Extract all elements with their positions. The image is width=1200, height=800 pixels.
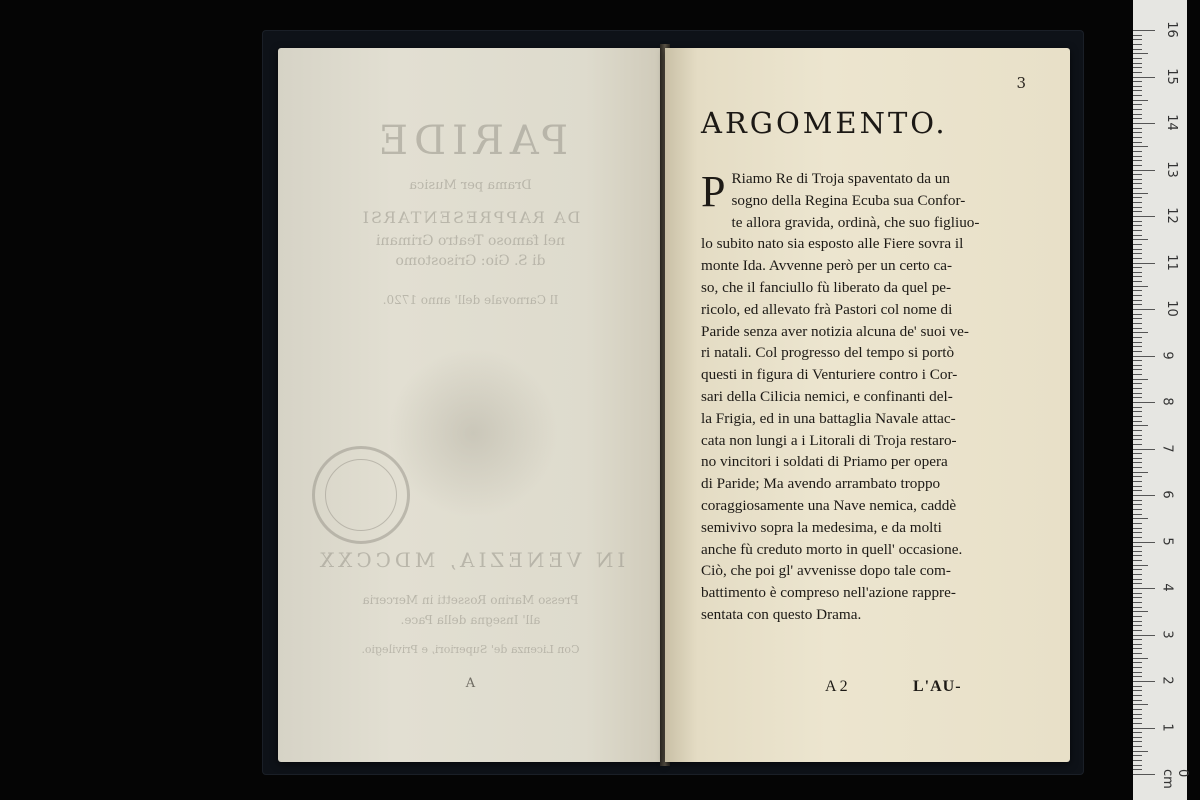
text-line: no vincitori i soldati di Priamo per opera [701, 453, 948, 471]
argument-text [701, 168, 1021, 626]
ruler-minor-tick [1133, 346, 1142, 347]
ghost-line: DA RAPPRESENTARSI [360, 208, 581, 227]
ruler-minor-tick [1133, 197, 1142, 198]
ruler-minor-tick [1133, 53, 1148, 54]
text-line: ri natali. Col progresso del tempo si portò [701, 344, 955, 362]
ghost-line: nel famoso Teatro Grimani [375, 233, 566, 249]
ruler-minor-tick [1133, 230, 1142, 231]
ruler-label: 0 cm [1160, 769, 1190, 789]
ruler-minor-tick [1133, 714, 1142, 715]
ruler-major-tick [1133, 216, 1155, 217]
ruler-minor-tick [1133, 160, 1142, 161]
ruler-label: 4 [1159, 583, 1175, 592]
ruler-minor-tick [1133, 179, 1142, 180]
ruler-label: 2 [1159, 676, 1175, 685]
ruler-minor-tick [1133, 249, 1142, 250]
ruler-major-tick [1133, 402, 1155, 403]
ruler-major-tick [1133, 588, 1155, 589]
ruler-minor-tick [1133, 281, 1142, 282]
text-line: ricolo, ed allevato frà Pastori col nome di [701, 300, 953, 318]
text-line: monte Ida. Avvenne però per un certo ca- [701, 257, 953, 275]
ruler-minor-tick [1133, 653, 1142, 654]
text-line: coraggiosamente una Nave nemica, caddè [701, 496, 957, 514]
ruler-minor-tick [1133, 695, 1142, 696]
ruler-minor-tick [1133, 672, 1142, 673]
ruler-major-tick [1133, 30, 1155, 31]
ruler-minor-tick [1133, 751, 1148, 752]
ghost-line: PARIDE [372, 118, 569, 164]
ruler-minor-tick [1133, 411, 1142, 412]
ruler-minor-tick [1133, 188, 1142, 189]
ruler-major-tick [1133, 681, 1155, 682]
ruler-minor-tick [1133, 430, 1142, 431]
ruler-minor-tick [1133, 509, 1142, 510]
ruler-minor-tick [1133, 114, 1142, 115]
ruler-minor-tick [1133, 337, 1142, 338]
ruler-minor-tick [1133, 165, 1142, 166]
ruler-minor-tick [1133, 472, 1148, 473]
text-line: te allora gravida, ordinà, che suo figliuo- [731, 213, 980, 231]
ruler-minor-tick [1133, 239, 1148, 240]
ruler-minor-tick [1133, 621, 1142, 622]
ruler-label: 16 [1163, 21, 1179, 38]
ruler-minor-tick [1133, 276, 1142, 277]
ruler-minor-tick [1133, 49, 1142, 50]
ruler-minor-tick [1133, 476, 1142, 477]
ruler-major-tick [1133, 728, 1155, 729]
measuring-ruler [1133, 0, 1190, 800]
ruler-minor-tick [1133, 369, 1142, 370]
ruler-minor-tick [1133, 207, 1142, 208]
ruler-minor-tick [1133, 732, 1142, 733]
ruler-minor-tick [1133, 58, 1142, 59]
ruler-minor-tick [1133, 72, 1142, 73]
ruler-minor-tick [1133, 648, 1142, 649]
ruler-minor-tick [1133, 63, 1142, 64]
ruler-minor-tick [1133, 607, 1142, 608]
ruler-label: 8 [1159, 397, 1175, 406]
ruler-minor-tick [1133, 723, 1142, 724]
ruler-minor-tick [1133, 374, 1142, 375]
ruler-minor-tick [1133, 746, 1142, 747]
ruler-minor-tick [1133, 639, 1142, 640]
ruler-minor-tick [1133, 342, 1142, 343]
ruler-minor-tick [1133, 569, 1142, 570]
text-line: sari della Cilicia nemici, e confinanti del- [701, 387, 953, 405]
ruler-minor-tick [1133, 383, 1142, 384]
ruler-minor-tick [1133, 481, 1142, 482]
ruler-minor-tick [1133, 295, 1142, 296]
ruler-minor-tick [1133, 532, 1142, 533]
ruler-minor-tick [1133, 518, 1148, 519]
ruler-minor-tick [1133, 704, 1148, 705]
left-page [278, 48, 663, 762]
text-line: Ciò, che poi gl' avvenisse dopo tale com- [701, 562, 951, 580]
ghost-line: Drama per Musica [409, 178, 532, 193]
ruler-minor-tick [1133, 602, 1142, 603]
ghost-line: Il Carnovale dell' anno 1720. [382, 293, 559, 307]
ruler-minor-tick [1133, 351, 1142, 352]
ruler-major-tick [1133, 77, 1155, 78]
ruler-minor-tick [1133, 616, 1142, 617]
ruler-minor-tick [1133, 486, 1142, 487]
ruler-minor-tick [1133, 332, 1148, 333]
ruler-minor-tick [1133, 104, 1142, 105]
ruler-minor-tick [1133, 258, 1142, 259]
page-number: 3 [1016, 74, 1026, 92]
text-line: lo subito nato sia esposto alle Fiere sovra il [701, 235, 964, 253]
ruler-minor-tick [1133, 244, 1142, 245]
ruler-minor-tick [1133, 225, 1142, 226]
ruler-minor-tick [1133, 644, 1142, 645]
ruler-minor-tick [1133, 360, 1142, 361]
library-stamp [312, 446, 410, 544]
ruler-minor-tick [1133, 765, 1142, 766]
ruler-minor-tick [1133, 39, 1142, 40]
ruler-minor-tick [1133, 137, 1142, 138]
left-signature-mark: A [465, 676, 476, 691]
text-line: questi in figura di Venturiere contro i Cor- [701, 366, 958, 384]
ruler-minor-tick [1133, 151, 1142, 152]
ruler-minor-tick [1133, 425, 1148, 426]
ruler-minor-tick [1133, 128, 1142, 129]
text-line: anche fù creduto morto in quell' occasione. [701, 540, 963, 558]
ruler-major-tick [1133, 635, 1155, 636]
ruler-major-tick [1133, 170, 1155, 171]
ruler-minor-tick [1133, 718, 1142, 719]
ruler-minor-tick [1133, 267, 1142, 268]
ruler-minor-tick [1133, 211, 1142, 212]
page-heading: ARGOMENTO. [701, 106, 948, 140]
ruler-minor-tick [1133, 146, 1148, 147]
ruler-minor-tick [1133, 109, 1142, 110]
ruler-minor-tick [1133, 95, 1142, 96]
ruler-major-tick [1133, 123, 1155, 124]
ruler-minor-tick [1133, 625, 1142, 626]
right-page [665, 48, 1070, 762]
ruler-major-tick [1133, 356, 1155, 357]
ruler-label: 12 [1163, 207, 1179, 224]
ruler-minor-tick [1133, 416, 1142, 417]
ruler-minor-tick [1133, 574, 1142, 575]
ruler-minor-tick [1133, 458, 1142, 459]
ruler-minor-tick [1133, 435, 1142, 436]
ruler-minor-tick [1133, 35, 1142, 36]
ruler-minor-tick [1133, 439, 1142, 440]
ruler-label: 11 [1163, 253, 1179, 271]
ghost-line: IN VENEZIA, MDCCXX [315, 548, 626, 572]
ruler-minor-tick [1133, 132, 1142, 133]
ruler-minor-tick [1133, 67, 1142, 68]
ruler-minor-tick [1133, 583, 1142, 584]
ruler-minor-tick [1133, 253, 1142, 254]
ruler-minor-tick [1133, 365, 1142, 366]
ghost-line: Presso Marino Rossetti in Merceria [362, 593, 579, 607]
ruler-minor-tick [1133, 453, 1142, 454]
ruler-minor-tick [1133, 407, 1142, 408]
ghost-line: di S. Gio: Grisostomo [395, 253, 546, 269]
text-line: semivivo sopra la medesima, e da molti [701, 518, 942, 536]
ghost-line: all' Insegna della Pace. [400, 613, 541, 627]
ruler-minor-tick [1133, 462, 1142, 463]
ruler-minor-tick [1133, 741, 1142, 742]
ruler-minor-tick [1133, 593, 1142, 594]
ruler-minor-tick [1133, 690, 1142, 691]
ruler-minor-tick [1133, 314, 1142, 315]
ruler-minor-tick [1133, 193, 1148, 194]
ruler-label: 13 [1163, 160, 1179, 178]
ruler-minor-tick [1133, 142, 1142, 143]
ruler-minor-tick [1133, 537, 1142, 538]
ruler-label: 1 [1159, 722, 1175, 732]
text-line: so, che il fanciullo fù liberato da quel pe- [701, 278, 952, 296]
ruler-minor-tick [1133, 118, 1142, 119]
ghost-emblem [388, 348, 558, 518]
ruler-minor-tick [1133, 523, 1142, 524]
text-line: sogno della Regina Ecuba sua Confor- [731, 191, 966, 209]
ruler-minor-tick [1133, 202, 1142, 203]
ruler-minor-tick [1133, 156, 1142, 157]
ruler-minor-tick [1133, 528, 1142, 529]
ruler-minor-tick [1133, 183, 1142, 184]
ruler-minor-tick [1133, 709, 1142, 710]
ruler-minor-tick [1133, 662, 1142, 663]
ruler-minor-tick [1133, 755, 1142, 756]
ruler-minor-tick [1133, 397, 1142, 398]
ruler-minor-tick [1133, 90, 1142, 91]
ruler-minor-tick [1133, 379, 1148, 380]
ruler-minor-tick [1133, 467, 1142, 468]
text-line: sentata con questo Drama. [701, 605, 862, 623]
ruler-major-tick [1133, 449, 1155, 450]
ruler-minor-tick [1133, 630, 1142, 631]
ruler-minor-tick [1133, 555, 1142, 556]
ruler-minor-tick [1133, 667, 1142, 668]
ruler-minor-tick [1133, 769, 1142, 770]
text-line: Paride senza aver notizia alcuna de' suoi ve- [701, 322, 969, 340]
ruler-label: 10 [1163, 300, 1179, 317]
ruler-minor-tick [1133, 421, 1142, 422]
catchword: L'AU- [913, 678, 962, 695]
ruler-minor-tick [1133, 272, 1142, 273]
ruler-minor-tick [1133, 100, 1148, 101]
signature-mark: A 2 [825, 678, 848, 695]
ruler-label: 14 [1163, 114, 1179, 131]
ruler-minor-tick [1133, 304, 1142, 305]
text-line: la Frigia, ed in una battaglia Navale attac- [701, 409, 956, 427]
ruler-minor-tick [1133, 328, 1142, 329]
ruler-label: 6 [1159, 490, 1175, 499]
ruler-minor-tick [1133, 318, 1142, 319]
ruler-minor-tick [1133, 565, 1148, 566]
ruler-minor-tick [1133, 86, 1142, 87]
ruler-major-tick [1133, 309, 1155, 310]
drop-cap: P [701, 167, 726, 216]
ruler-minor-tick [1133, 597, 1142, 598]
text-line: battimento è compreso nell'azione rappre- [701, 584, 956, 602]
ruler-minor-tick [1133, 504, 1142, 505]
ruler-minor-tick [1133, 560, 1142, 561]
ruler-minor-tick [1133, 393, 1142, 394]
text-line: di Paride; Ma avendo arrambato troppo [701, 475, 941, 493]
ruler-minor-tick [1133, 760, 1142, 761]
ruler-label: 15 [1163, 67, 1179, 85]
ruler-minor-tick [1133, 676, 1142, 677]
ghost-line: Con Licenza de' Superiori, e Privilegio. [361, 643, 580, 656]
ruler-minor-tick [1133, 323, 1142, 324]
ruler-minor-tick [1133, 579, 1142, 580]
ruler-major-tick [1133, 263, 1155, 264]
ruler-minor-tick [1133, 490, 1142, 491]
ruler-major-tick [1133, 495, 1155, 496]
ruler-minor-tick [1133, 286, 1148, 287]
ruler-minor-tick [1133, 737, 1142, 738]
ruler-minor-tick [1133, 221, 1142, 222]
ruler-minor-tick [1133, 388, 1142, 389]
ruler-label: 3 [1159, 629, 1175, 639]
ruler-minor-tick [1133, 658, 1148, 659]
ruler-minor-tick [1133, 174, 1142, 175]
ruler-label: 7 [1159, 443, 1175, 453]
text-line: cata non lungi a i Litorali di Troja restaro- [701, 431, 957, 449]
ruler-minor-tick [1133, 546, 1142, 547]
ruler-minor-tick [1133, 700, 1142, 701]
ruler-minor-tick [1133, 551, 1142, 552]
ruler-minor-tick [1133, 686, 1142, 687]
ruler-minor-tick [1133, 300, 1142, 301]
ruler-minor-tick [1133, 444, 1142, 445]
ruler-label: 5 [1159, 536, 1175, 546]
text-line: Riamo Re di Troja spaventato da un [731, 170, 950, 187]
ruler-major-tick [1133, 774, 1155, 775]
ruler-minor-tick [1133, 290, 1142, 291]
ruler-minor-tick [1133, 44, 1142, 45]
ruler-minor-tick [1133, 235, 1142, 236]
ruler-minor-tick [1133, 500, 1142, 501]
ruler-minor-tick [1133, 514, 1142, 515]
ruler-label: 9 [1159, 350, 1175, 360]
ruler-minor-tick [1133, 611, 1148, 612]
ruler-major-tick [1133, 542, 1155, 543]
ruler-minor-tick [1133, 81, 1142, 82]
